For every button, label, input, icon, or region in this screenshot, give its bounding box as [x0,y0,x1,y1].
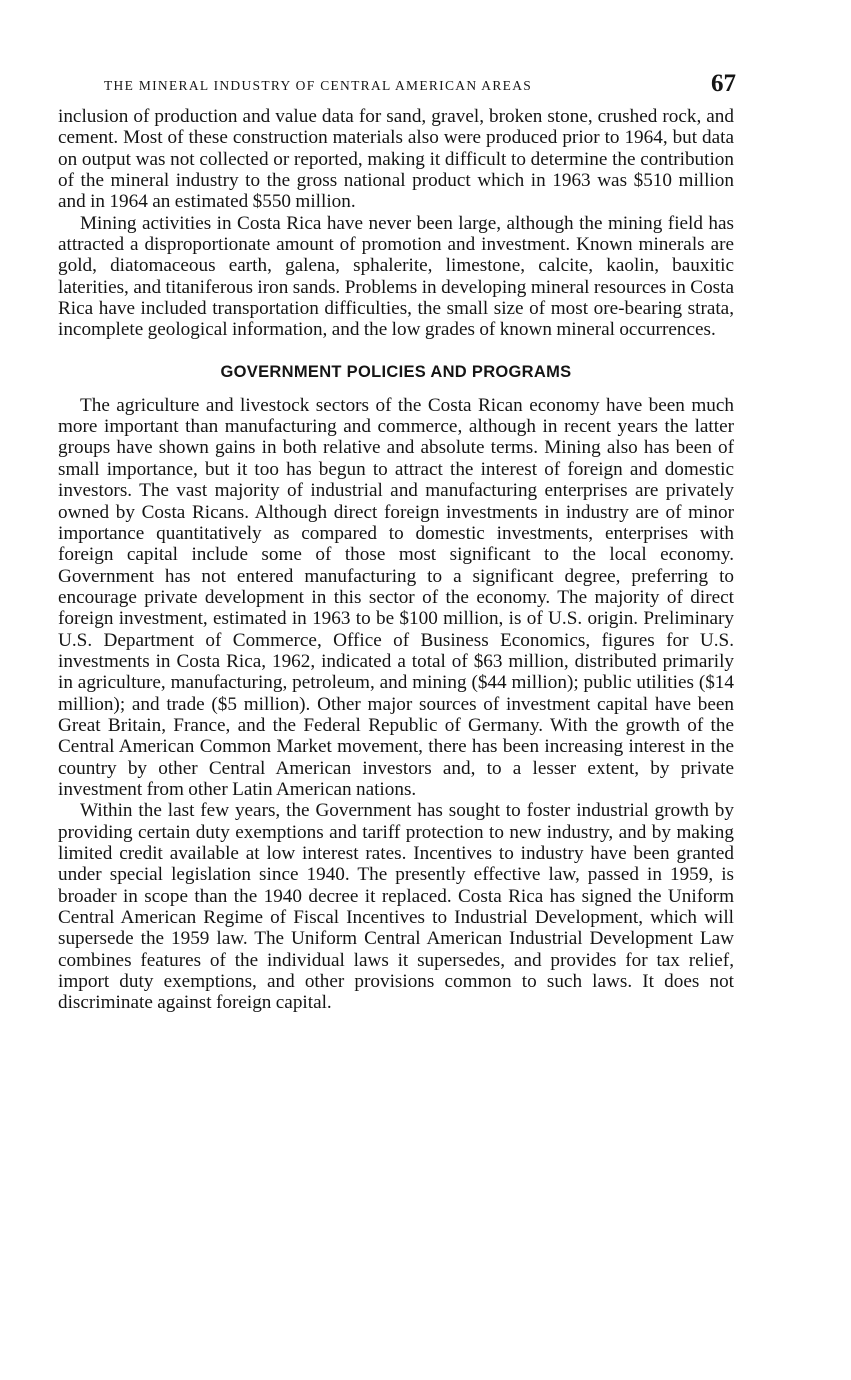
running-title: THE MINERAL INDUSTRY OF CENTRAL AMERICAN AREAS [104,78,533,93]
paragraph-mining-activities: Mining activities in Costa Rica have never been large, although the mining field has attracted a disproportionate amount of promotion and investment. Known minerals are gold, diatomaceous earth, galena, sphalerite, limestone, calcite, kaolin, bauxitic laterities, and titaniferous iron sands. Problems in developing mineral resources in Costa Rica have included transportation difficulties, the small size of most ore-bearing strata, incomplete geological information, and the low grades of known mineral occurrences. [58,212,734,341]
page-number: 67 [711,70,736,97]
paragraph-government-incentives: Within the last few years, the Government has sought to foster industrial growth by providing certain duty exemptions and tariff protection to new industry, and by making limited credit available at low interest rates. Incentives to industry have been granted under special legislation since 1940. The presently effective law, passed in 1959, is broader in scope than the 1940 decree it replaced. Costa Rica has signed the Uniform Central American Regime of Fiscal Incentives to Industrial Development, which will supersede the 1959 law. The Uniform Central American Industrial Development Law combines features of the individual laws it supersedes, and provides for tax relief, import duty exemptions, and other provisions common to such laws. It does not discriminate against foreign capital. [58,800,734,1014]
paragraph-agriculture-livestock: The agriculture and livestock sectors of the Costa Rican economy have been much more important than manufacturing and commerce, although in recent years the latter groups have shown gains in both relative and absolute terms. Mining also has been of small importance, but it too has begun to attract the interest of foreign and domestic investors. The vast majority of industrial and manufacturing enterprises are privately owned by Costa Ricans. Although direct foreign investments in industry are of minor importance quantitatively as compared to domestic investments, enterprises with foreign capital include some of those most significant to the local economy. Government has not entered manufacturing to a significant degree, preferring to encourage private development in this sector of the economy. The majority of direct foreign investment, estimated in 1963 to be $100 million, is of U.S. origin. Preliminary U.S. Department of Commerce, Office of Business Economics, figures for U.S. investments in Costa Rica, 1962, indicated a total of $63 million, distributed primarily in agriculture, manufacturing, petroleum, and mining ($44 million); public utilities ($14 million); and trade ($5 million). Other major sources of investment capital have been Great Britain, France, and the Federal Republic of Germany. With the growth of the Central American Common Market movement, there has been increasing interest in the country by other Central American investors and, to a lesser extent, by private investment from other Latin American nations. [58,394,734,800]
section-heading: GOVERNMENT POLICIES AND PROGRAMS [220,362,572,381]
body-text [58,106,734,1014]
paragraph-continued: inclusion of production and value data for sand, gravel, broken stone, crushed rock, and cement. Most of these construction materials also were produced prior to 1964, but data on output was not collected or reported, making it difficult to determine the contribution of the mineral industry to the gross national product which in 1963 was $510 million and in 1964 an estimated $550 million. [58,106,734,213]
document-page [58,66,734,1014]
running-header [58,66,734,106]
